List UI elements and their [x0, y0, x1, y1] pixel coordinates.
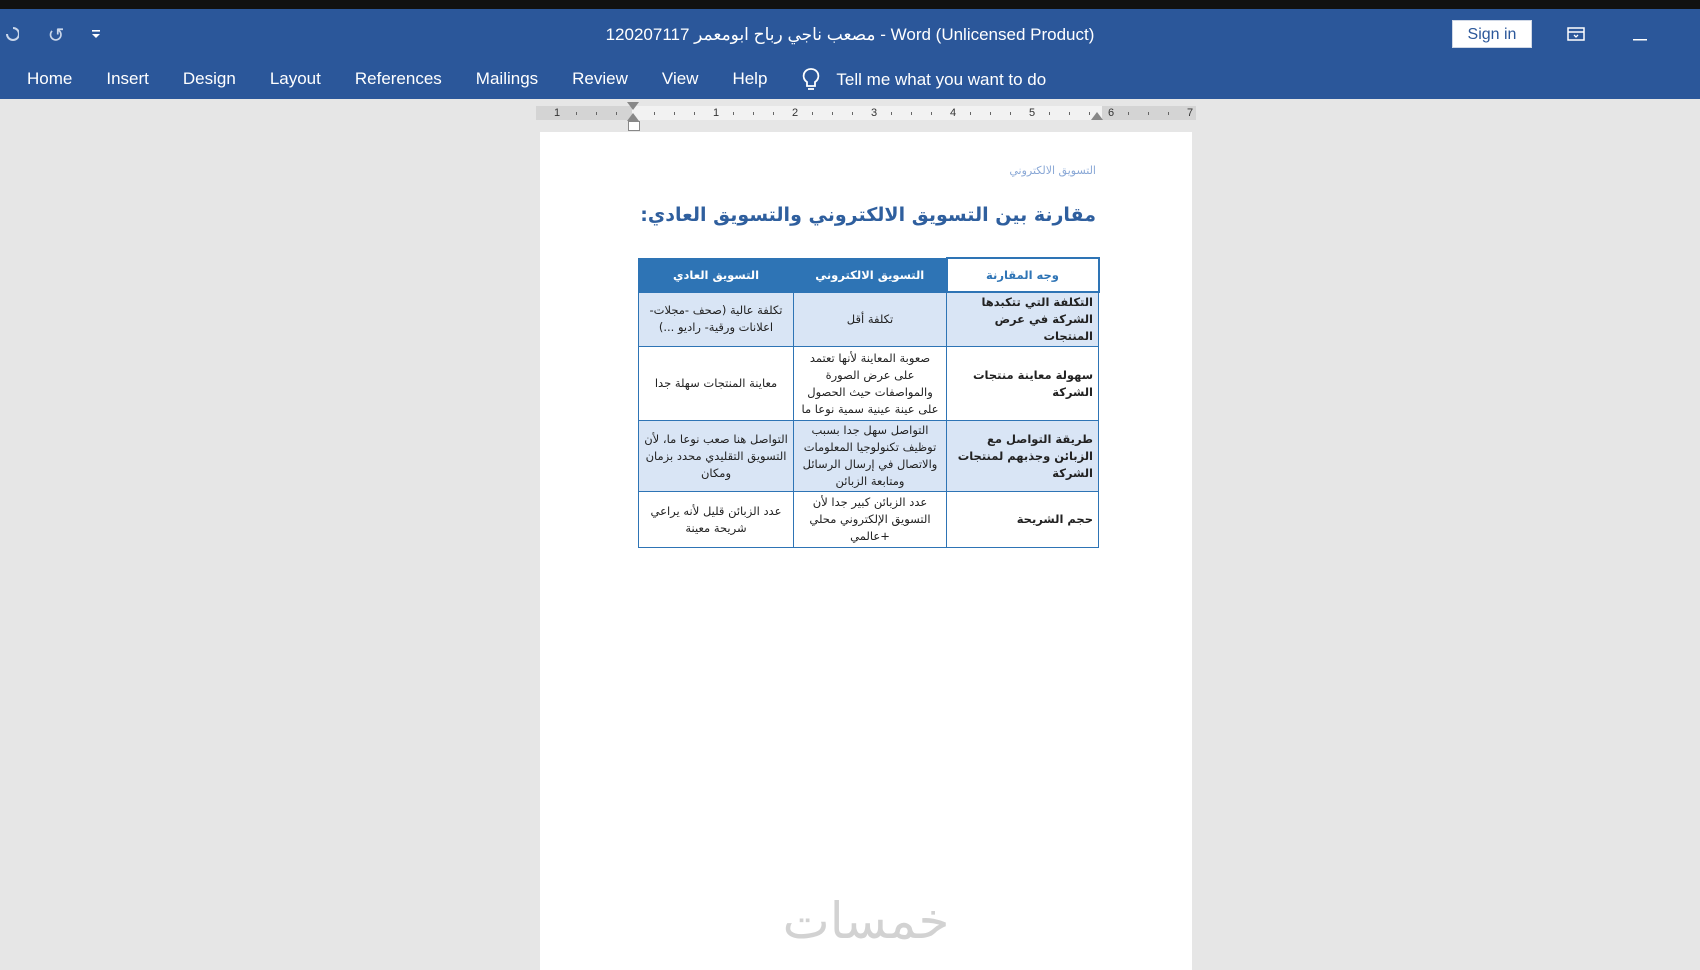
left-indent-marker[interactable] — [628, 121, 640, 131]
minimize-button[interactable] — [1620, 9, 1660, 61]
ruler-right-margin — [1102, 106, 1196, 120]
first-line-indent-marker[interactable] — [627, 102, 639, 110]
table-cell: التواصل سهل جدا بسبب توظيف تكنولوجيا المعلومات والاتصال في إرسال الرسائل ومتابعة الزبائن — [794, 421, 947, 492]
table-cell: معاينة المنتجات سهلة جدا — [639, 347, 794, 421]
table-cell: التواصل هنا صعب نوعا ما، لأن التسويق التقليدي محدد بزمان ومكان — [639, 421, 794, 492]
table-header-cell: التسويق العادي — [639, 258, 794, 292]
hanging-indent-marker[interactable] — [627, 113, 639, 121]
ribbon-tabs — [0, 61, 1700, 99]
tab-view[interactable]: View — [661, 69, 699, 88]
ruler-number: 1 — [713, 107, 720, 119]
comparison-table — [638, 257, 1100, 548]
tab-review[interactable]: Review — [572, 69, 628, 88]
table-row — [639, 421, 1099, 492]
ruler-number: 4 — [950, 107, 957, 119]
right-indent-marker[interactable] — [1091, 112, 1103, 120]
tab-layout[interactable]: Layout — [269, 69, 321, 88]
table-row — [639, 292, 1099, 347]
ruler-number: 2 — [792, 107, 799, 119]
tell-me-label: Tell me what you want to do — [836, 70, 1047, 89]
table-cell: تكلفة عالية (صحف -مجلات- اعلانات ورقية- راديو ...) — [639, 292, 794, 347]
table-row — [639, 347, 1099, 421]
ruler-number: 7 — [1187, 107, 1194, 119]
table-cell: سهولة معاينة منتجات الشركة — [947, 347, 1099, 421]
table-header-cell: التسويق الالكتروني — [794, 258, 947, 292]
table-cell: عدد الزبائن كبير جدا لأن التسويق الإلكتروني محلي +عالمي — [794, 492, 947, 548]
tab-home[interactable]: Home — [27, 69, 73, 88]
table-cell: طريقة التواصل مع الزبائن وجذبهم لمنتجات الشركة — [947, 421, 1099, 492]
ruler-left-margin — [536, 106, 632, 120]
redo-icon: ↺ — [47, 24, 65, 47]
table-cell: تكلفة أقل — [794, 292, 947, 347]
ruler-number: 3 — [871, 107, 878, 119]
document-title: 120207117 مصعب ناجي رباح ابومعمر - Word (Unlicensed Product) — [605, 25, 1095, 44]
watermark-logo: خمسات — [782, 892, 950, 950]
page-header-text: التسويق الالكتروني — [1009, 164, 1096, 177]
tab-design[interactable]: Design — [182, 69, 236, 88]
minimize-icon — [1633, 25, 1647, 46]
tab-references[interactable]: References — [354, 69, 442, 88]
ruler-number: 5 — [1029, 107, 1036, 119]
document-page[interactable] — [540, 132, 1192, 970]
lightbulb-icon — [800, 66, 822, 94]
title-bar — [0, 9, 1700, 61]
sign-in-button[interactable]: Sign in — [1452, 20, 1532, 48]
window-top-border — [0, 0, 1700, 9]
table-cell: عدد الزبائن قليل لأنه يراعي شريحة معينة — [639, 492, 794, 548]
table-cell: حجم الشريحة — [947, 492, 1099, 548]
ruler-number: 1 — [554, 107, 561, 119]
table-cell: التكلفة التي تتكبدها الشركة في عرض المنتجات — [947, 292, 1099, 347]
ruler-number: 6 — [1108, 107, 1115, 119]
table-cell: صعوبة المعاينة لأنها تعتمد على عرض الصورة والمواصفات حيث الحصول على عينة عينية سمية نوعا ما — [794, 347, 947, 421]
table-header-row — [639, 258, 1099, 292]
ribbon-display-options-button[interactable] — [1556, 9, 1596, 61]
tab-help[interactable]: Help — [732, 69, 768, 88]
table-header-cell: وجه المقارنة — [947, 258, 1099, 292]
table-row — [639, 492, 1099, 548]
ribbon-display-icon — [1567, 25, 1585, 46]
document-heading: مقارنة بين التسويق الالكتروني والتسويق العادي: — [640, 204, 1096, 226]
tab-mailings[interactable]: Mailings — [475, 69, 539, 88]
tell-me-search[interactable] — [800, 66, 1046, 94]
tab-insert[interactable]: Insert — [106, 69, 149, 88]
